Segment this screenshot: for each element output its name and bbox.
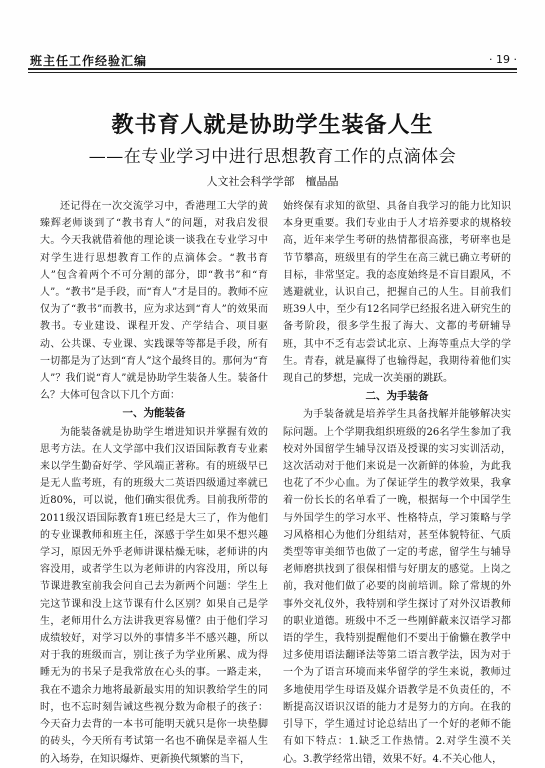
article-title: 教书育人就是协助学生装备人生 <box>111 112 434 138</box>
continuation-paragraph: 始终保有求知的欲望、具备自我学习的能力比知识本身更重要。我们专业由于人才培养要求的规格较高，近年来学生考研的热情都很高涨，考研率也是节节攀高，班级里有的学生在高三就已确立考研的目标，非常坚定。我的态度始终是不盲目跟风，不逃避就业，认识自己，把握自己的人生。目前我们班39人中，至少有12名同学已经报名进入研究生的备考阶段，很多学生报了海大、文都的考研辅导班，其中不乏有志尝试北京、上海等重点大学的学生。青春，就是赢得了也输得起，我期待着他们实现自己的梦想，完成一次美丽的跳跃。 <box>283 201 511 385</box>
section-2-paragraph: 为手装备就是培养学生具备找解并能够解决实际问题。上个学期我组织班级的26名学生参加了我校对外国留学生辅导汉语及授课的实习实训活动，这次活动对于他们来说是一次新鲜的体验，为此我也花了不少心血。为了保证学生的教学效果，我拿着一份长长的名单看了一晚，根据每一个中国学生与外国学生的学习水平、性格特点，学习策略与学习风格相心为他们分组结对，甚至体貌特征、气质类型等审美细节也做了一定的考虑，留学生与辅导老师磨拱找到了很保相惜与好朋友的感觉。上岗之前，我对他们做了必要的岗前培训。除了常规的外事外交礼仪外，我特别和学生探讨了对外汉语教师的职业道德。班级中不乏一些刚鲜蔽来汉语学习都语的学生，我特别提醒他们不要出于偷懒在教学中过多使用语法翻译法等第二语言教学法，因为对于一个为了语言环境而来华留学的学生来说，教师过多地使用学生母语及媒介语教学是不负责任的，不断提高汉语识汉语的能力才是努力的方向。在我的引导下，学生通过讨论总结出了一个好的老师不能有如下特点：1.缺乏工作热情。2.对学生漠不关心。3.教学经常出错，效果不好。4.不关心他人， <box>283 409 511 765</box>
article-subtitle: ——在专业学习中进行思想教育工作的点滴体会 <box>88 147 457 167</box>
section-1-paragraph: 为能装备就是协助学生增进知识并掌握有效的思考方法。在人文学部中我们汉语国际教育专业素来以学生勤奋好学、学风端正著称。有的班级早已是无人监考班，有的班级大二英语四级通过率就已近80%，可以说，他们确实很优秀。目前我所带的2011级汉语国际教育1班已经是大三了，作为他们的专业课教师和班主任，深感于学生如果不想兴趣学习，原因无外乎老师讲课枯燥无味，老师讲的内容没用，或者学生以为老师讲的内容没用，所以每节课进教室前我会问自己去为新两个问题：学生上完这节课和没上这节课有什么区别？如果自己是学生，老师用什么方法讲我更容易懂？由于他们学习成绩较好，对学习以外的事情多半不感兴趣，所以对于我的班级而言，别让孩子为学业所累、成为得睡无为的书呆子是我常放在心头的事。一路走来，我在不遗余力地将最新最实用的知识教给学生的同时，也不忘时刻告诫这些视分数为命根子的孩子：今天奋力去背的一本书可能明天就只是你一块垫脚的砖头，今天所有考试第一名也不确保是幸福人生的入场券，在知识爆炸、更新换代频繁的当下， <box>40 426 268 765</box>
header-rule-thin <box>28 72 517 73</box>
left-column <box>40 198 268 768</box>
intro-paragraph: 还记得在一次交流学习中，香港理工大学的黄臻辉老师谈到了“教书育人”的问题，对我启发很大。今天我就借着他的理论谈一谈我在专业学习中对学生进行思想教育工作的点滴体会。“教书育人”包含着两个不可分割的部分，即“教书”和“育人”。“教书”是手段，而“育人”才是目的。教师不应仅为了“教书”而教书，应为求达到“育人”的效果而教书。专业建设、课程开发、产学结合、项目驱动、公共课、专业课、实践课等等都是手段，所有一切都是为了达到“育人”这个最终目的。那何为“育人”？我们说“育人”就是协助学生装备人生。装备什么？大体可包含以下几个方面： <box>40 201 268 402</box>
section-heading-2: 二、为手装备 <box>365 390 429 403</box>
running-header-journal: 班主任工作经验汇编 <box>30 54 148 68</box>
page-number: · 19 · <box>489 53 517 66</box>
article-author: 人文社会科学学部 檀晶晶 <box>206 175 339 188</box>
section-heading-1: 一、为能装备 <box>122 407 186 420</box>
right-column <box>283 198 511 768</box>
header-rule-thick <box>28 68 517 70</box>
